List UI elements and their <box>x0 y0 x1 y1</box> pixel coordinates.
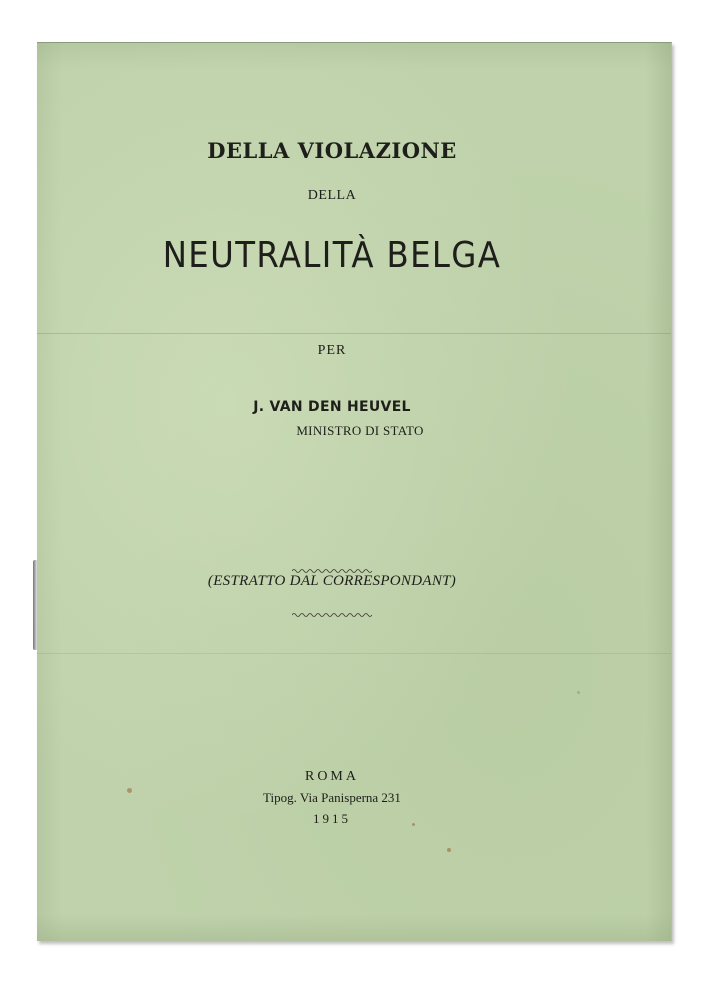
title-line-1: DELLA VIOLAZIONE <box>207 138 457 163</box>
wavy-rule-bottom <box>15 605 649 623</box>
extract-note: (ESTRATTO DAL CORRESPONDANT) <box>207 573 457 589</box>
title-line-2: DELLA <box>307 188 357 203</box>
foxing-spot <box>447 848 451 852</box>
imprint-city: ROMA <box>304 769 359 784</box>
fold-line <box>37 653 671 654</box>
foxing-spot <box>577 691 580 694</box>
title-line-3: NEUTRALITÀ BELGA <box>162 235 502 276</box>
imprint-printer: Tipog. Via Panisperna 231 <box>263 790 401 805</box>
fold-line <box>37 333 671 334</box>
author-name: J. VAN DEN HEUVEL <box>253 399 411 415</box>
by-label: PER <box>317 343 347 358</box>
imprint-year: 1915 <box>313 811 351 826</box>
author-role: MINISTRO DI STATO <box>296 423 424 438</box>
pamphlet-cover <box>37 42 672 941</box>
